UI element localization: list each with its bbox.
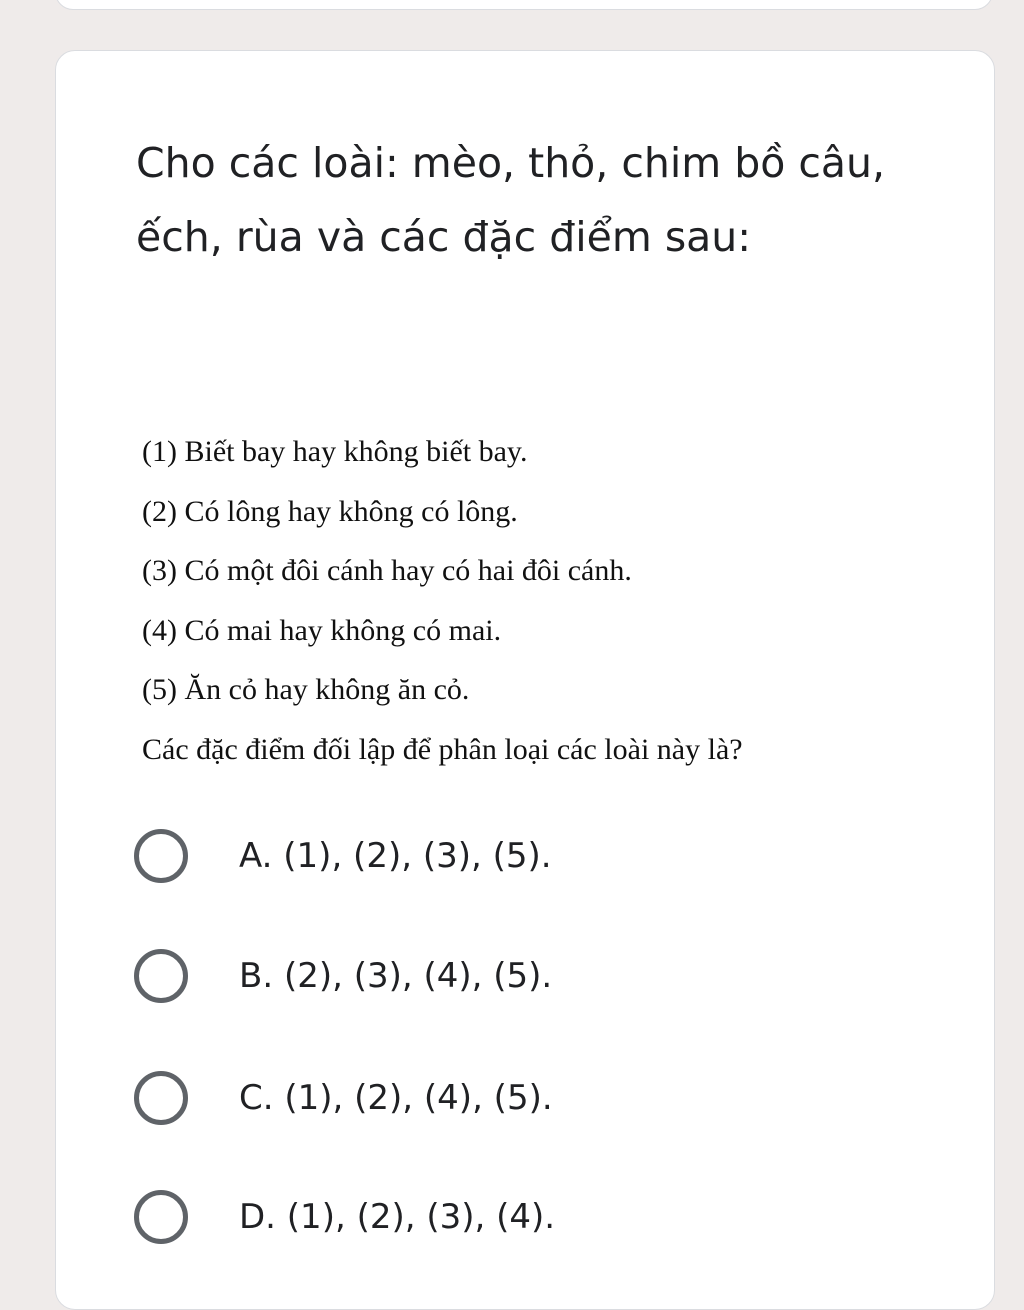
question-title: Cho các loài: mèo, thỏ, chim bồ câu, ếch, rùa và các đặc điểm sau: <box>136 139 886 261</box>
question-image <box>142 426 922 783</box>
statement-1: (1) Biết bay hay không biết bay. <box>142 435 528 468</box>
question-prompt: Các đặc điểm đối lập để phân loại các loài này là? <box>142 732 743 766</box>
radio-button-unchecked-icon[interactable] <box>134 1190 188 1244</box>
radio-button-unchecked-icon[interactable] <box>134 829 188 883</box>
option-d[interactable] <box>134 1186 555 1248</box>
option-b[interactable] <box>134 945 552 1007</box>
option-a-label[interactable]: A. (1), (2), (3), (5). <box>239 836 552 876</box>
option-a[interactable] <box>134 825 552 887</box>
option-c[interactable] <box>134 1067 553 1129</box>
option-d-label[interactable]: D. (1), (2), (3), (4). <box>239 1197 556 1237</box>
radio-button-unchecked-icon[interactable] <box>134 949 188 1003</box>
option-c-label[interactable]: C. (1), (2), (4), (5). <box>239 1078 553 1118</box>
statement-3: (3) Có một đôi cánh hay có hai đôi cánh. <box>142 554 632 587</box>
statement-5: (5) Ăn cỏ hay không ăn cỏ. <box>142 673 470 706</box>
statement-4: (4) Có mai hay không có mai. <box>142 613 502 647</box>
option-b-label[interactable]: B. (2), (3), (4), (5). <box>239 956 553 996</box>
radio-button-unchecked-icon[interactable] <box>134 1071 188 1125</box>
previous-question-card <box>55 0 993 10</box>
statement-2: (2) Có lông hay không có lông. <box>142 494 518 528</box>
